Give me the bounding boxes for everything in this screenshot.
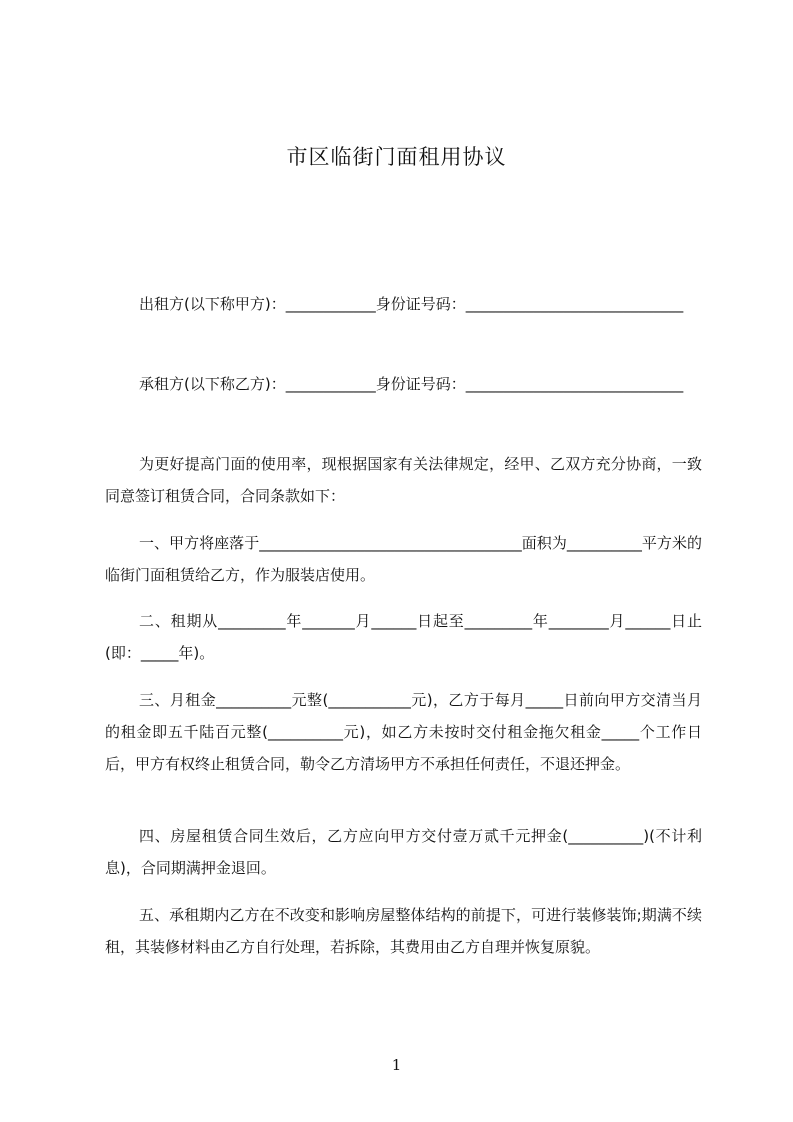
preamble-paragraph: 为更好提高门面的使用率，现根据国家有关法律规定，经甲、乙双方充分协商，一致同意签订租赁合同，合同条款如下： [105,455,702,505]
document-title: 市区临街门面租用协议 [286,145,507,169]
clause-3-paragraph: 三、月租金__________元整(___________元)，乙方于每月_____日前向甲方交清当月的租金即五千陆百元整(__________元)，如乙方未按时交付租金拖欠租金_____个工作日后，甲方有权终止租赁合同，勒令乙方清场甲方不承担任何责任，不退还押金。 [105,691,702,773]
clause-2-paragraph: 二、租期从_________年_______月______日起至_________年________月______日止(即：_____年)。 [105,612,702,662]
clause-4-paragraph: 四、房屋租赁合同生效后，乙方应向甲方交付壹万贰千元押金(__________)(不计利息)，合同期满押金退回。 [105,827,702,877]
lessee-info-paragraph: 承租方(以下称乙方)：____________身份证号码：_____________________________ [139,375,684,393]
clause-1-paragraph: 一、甲方将座落于___________________________________面积为__________平方米的临街门面租赁给乙方，作为服装店使用。 [105,534,702,584]
lessor-info-paragraph: 出租方(以下称甲方)：____________身份证号码：_____________________________ [139,295,684,313]
page-number: 1 [391,1056,402,1074]
clause-5-paragraph: 五、承租期内乙方在不改变和影响房屋整体结构的前提下，可进行装修装饰;期满不续租，其装修材料由乙方自行处理，若拆除，其费用由乙方自理并恢复原貌。 [105,906,702,956]
